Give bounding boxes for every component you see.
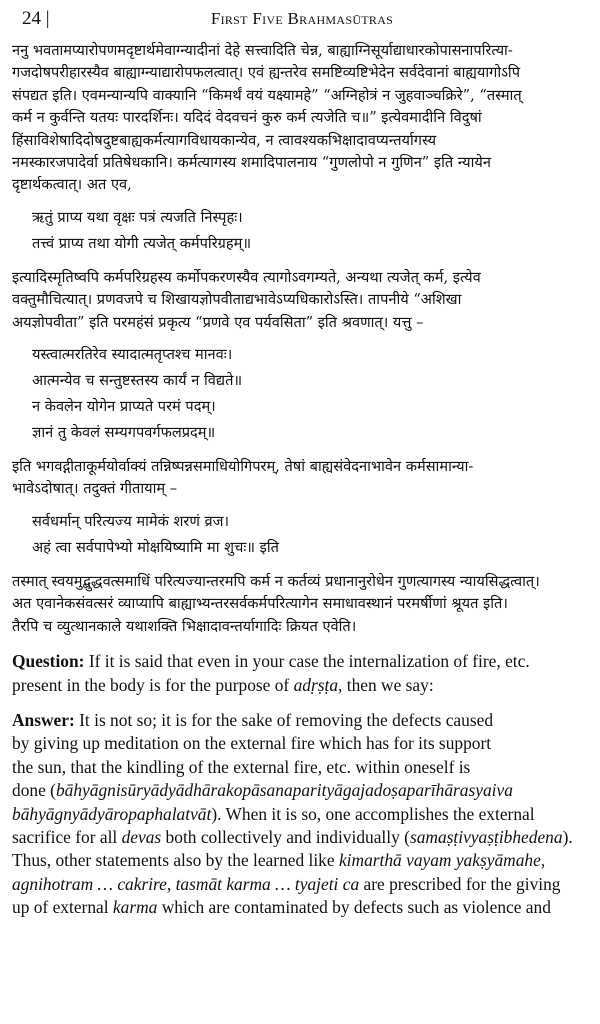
sanskrit-verse-1 xyxy=(12,205,592,257)
text-line: भावेऽदोषात्। तदुक्तं गीतायाम् – xyxy=(12,480,178,498)
text-line xyxy=(12,826,592,849)
sanskrit-paragraph-1 xyxy=(12,40,592,197)
sanskrit-verse-3 xyxy=(12,509,592,561)
italic-term: bāhyāgnyādyāropaphalatvāt xyxy=(12,803,212,824)
page-number-value: 24 xyxy=(22,8,41,29)
text-span: If it is said that even in your case the internalization of fire, etc. xyxy=(84,651,530,672)
verse-line: अहं त्वा सर्वपापेभ्यो मोक्षयिष्यामि मा शुचः॥ इति xyxy=(32,538,279,556)
text-line: हिंसाविशेषादिदोषदुष्टबाह्यकर्मत्यागविधायकान्येव, न त्वावश्यकभिक्षादावप्यन्तर्यागस्य xyxy=(12,131,437,149)
italic-term: samaṣṭivyaṣṭibhedena xyxy=(409,826,563,847)
italic-term: kimarthā vayam yakṣyāmahe, xyxy=(338,850,546,871)
verse-line: तत्त्वं प्राप्य तथा योगी त्यजेत् कर्मपरिग्रहम्॥ xyxy=(32,234,252,252)
sanskrit-paragraph-2 xyxy=(12,267,592,334)
verse-line: सर्वधर्मान् परित्यज्य मामेकं शरणं व्रज। xyxy=(32,512,230,530)
verse-line: ज्ञानं तु केवलं सम्यगपवर्गफलप्रदम्॥ xyxy=(32,424,216,442)
italic-term: agnihotram … cakrire, tasmāt karma … tyajeti ca xyxy=(12,873,360,894)
text-line: दृष्टार्थकत्वात्। अत एव, xyxy=(12,176,132,194)
verse-line: यस्त्वात्मरतिरेव स्यादात्मतृप्तश्च मानवः। xyxy=(32,346,233,364)
text-line: तैरपि च व्युत्थानकाले यथाशक्ति भिक्षादावन्तर्यागादिः क्रियत एवेति। xyxy=(12,617,357,635)
text-span: Thus, other statements also by the learned like xyxy=(12,850,339,871)
sanskrit-verse-2 xyxy=(12,342,592,446)
text-span: which are contaminated by defects such as violence and xyxy=(157,897,551,918)
answer-label: Answer: xyxy=(12,709,75,730)
text-line: ननु भवतामप्यारोपणमदृष्टार्थमेवाग्न्यादीनां देहे सत्त्वादिति चेन्न, बाह्याग्निसूर्याद्याधारकोपासनापरित्या- xyxy=(12,42,513,59)
question-paragraph xyxy=(12,650,592,697)
text-line xyxy=(12,849,592,872)
running-head: First Five Brahmasūtras xyxy=(210,9,394,28)
italic-term: bāhyāgnisūryādyādhārakopāsanaparityāgajadoṣaparīhārasyaiva xyxy=(55,780,513,801)
text-line xyxy=(12,709,592,732)
answer-paragraph xyxy=(12,709,592,920)
text-line: इत्यादिस्मृतिष्वपि कर्मपरिग्रहस्य कर्मोपकरणस्यैव त्यागोऽवगम्यते, अन्यथा त्यजेत् कर्म, इत्येव xyxy=(12,268,481,286)
text-line: अयज्ञोपवीता” इति परमहंसं प्रकृत्य “प्रणवे एव पर्यवसिता” इति श्रवणात्। यत्तु – xyxy=(12,313,424,331)
text-line xyxy=(12,650,592,673)
verse-line: आत्मन्येव च सन्तुष्टस्तस्य कार्यं न विद्यते॥ xyxy=(32,372,243,390)
text-line: वक्तुमौचित्यात्। प्रणवजपे च शिखायज्ञोपवीताद्यभावेऽप्यधिकारोऽस्ति। तापनीये “अशिखा xyxy=(12,291,462,309)
text-span: sacrifice for all xyxy=(12,826,122,847)
text-line: by giving up meditation on the external fire which has for its support xyxy=(12,733,492,754)
text-line: नमस्कारजपादेर्वा प्रतिषेधकानि। कर्मत्यागस्य शमादिपालनाय “गुणलोपो न गुणिन” इति न्यायेन xyxy=(12,154,491,172)
text-line: इति भगवद्गीताकूर्मयोर्वाक्यं तन्निष्पन्नसमाधियोगिपरम्, तेषां बाह्यसंवेदनाभावेन कर्मसामान्या- xyxy=(12,458,474,476)
text-line: कर्म न कुर्वन्ति यतयः पारदर्शिनः। यदिदं वेदवचनं कुरु कर्म त्यजेति च॥” इत्येवमादीनि विदुषां xyxy=(12,109,482,127)
text-line: अत एवानेकसंवत्सरं व्याप्यापि बाह्याभ्यन्तरसर्वकर्मपरित्यागेन समाधावस्थानं परमर्षीणां श्रूयत इति। xyxy=(12,595,508,613)
text-span: It is not so; it is for the sake of removing the defects caused xyxy=(74,709,494,730)
header-separator: | xyxy=(45,8,50,29)
text-span: ). When it is so, one accomplishes the external xyxy=(211,803,535,824)
text-span: ). xyxy=(562,826,573,847)
verse-line: न केवलेन योगेन प्राप्यते परमं पदम्। xyxy=(32,398,216,416)
text-span: present in the body is for the purpose of xyxy=(12,674,294,695)
verse-line: ऋतुं प्राप्य यथा वृक्षः पत्रं त्यजति निस्पृहः। xyxy=(32,208,243,226)
text-line: the sun, that the kindling of the external fire, etc. within oneself is xyxy=(12,756,471,777)
italic-term: devas xyxy=(121,826,162,847)
sanskrit-paragraph-4 xyxy=(12,571,592,638)
page-header xyxy=(12,0,592,40)
text-span: done ( xyxy=(12,780,56,801)
italic-term: adṛṣṭa, xyxy=(293,674,343,695)
text-line: तस्मात् स्वयमुद्बुद्धवत्समाधिं परित्यज्यान्तरमपि कर्म न कर्तव्यं प्रधानानुरोधेन गुणत्यागस्य न्यायसिद्धत्वात्। xyxy=(12,572,540,590)
text-line xyxy=(12,803,592,826)
question-label: Question: xyxy=(12,651,85,672)
text-line xyxy=(12,896,592,919)
text-line: संपद्यत इति। एवमन्यान्यपि वाक्यानि “किमर्थं वयं यक्ष्यामहे” “अग्निहोत्रं न जुहवाञ्चक्रिरे”, “तस्मात् xyxy=(12,86,522,104)
text-line xyxy=(12,674,592,697)
text-line xyxy=(12,779,592,802)
italic-term: karma xyxy=(112,897,158,918)
text-line xyxy=(12,873,592,896)
sanskrit-paragraph-3 xyxy=(12,456,592,501)
text-span: are prescribed for the giving xyxy=(359,873,561,894)
text-line: गजदोषपरीहारस्यैव बाह्याग्न्याद्यारोपफलत्वात्। एवं ह्यन्तरेव समष्टिव्यष्टिभेदेन सर्वदेवानां बाह्ययागोऽपि xyxy=(12,64,520,82)
text-span: up of external xyxy=(12,897,113,918)
text-span: both collectively and individually ( xyxy=(161,826,410,847)
text-span: then we say: xyxy=(342,674,434,695)
